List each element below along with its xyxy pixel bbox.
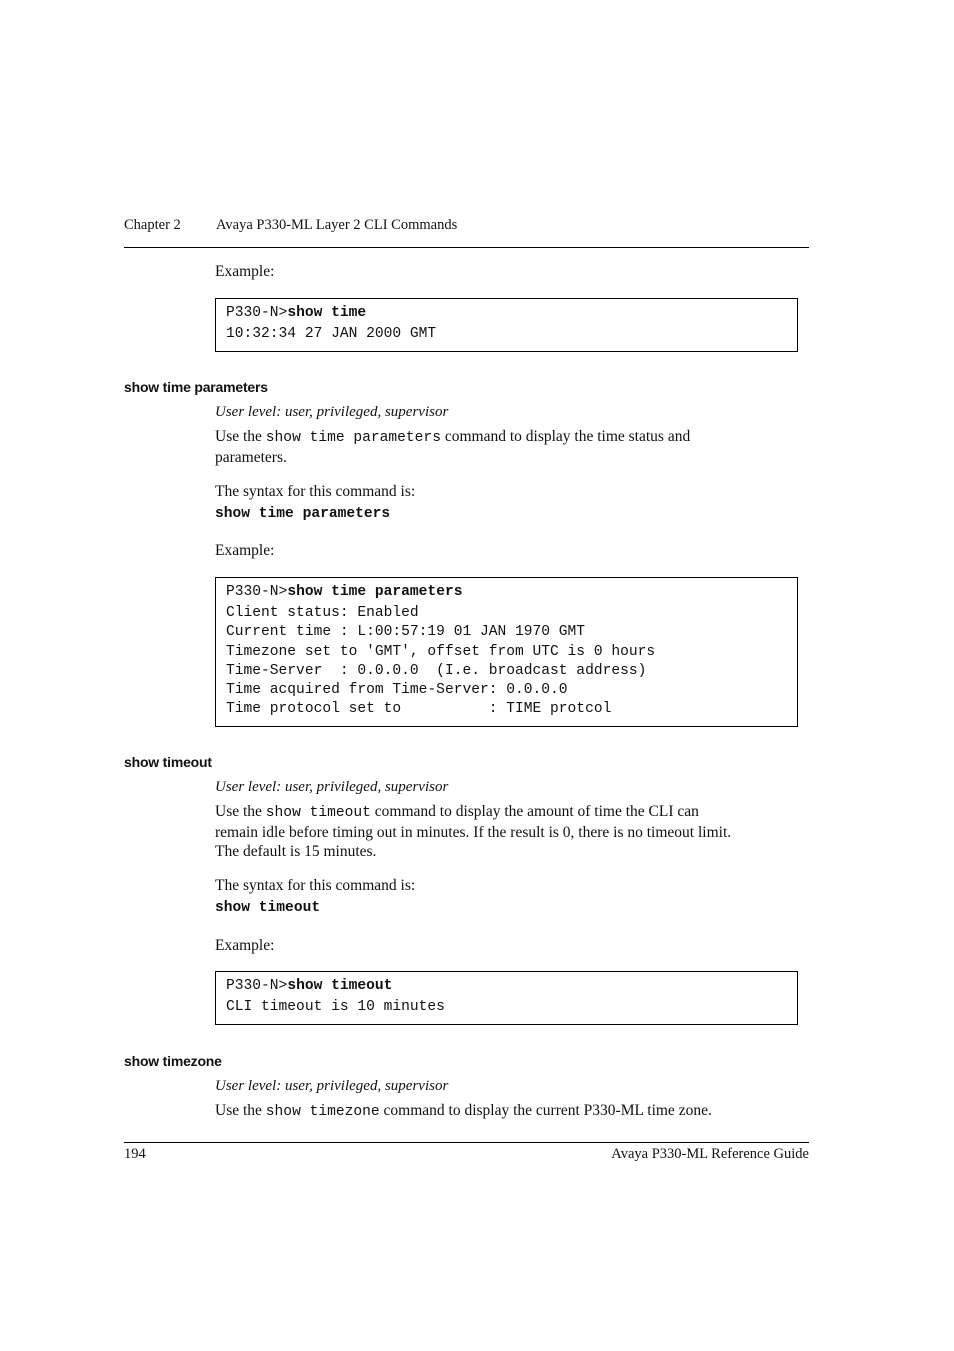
code-command-line bbox=[226, 977, 797, 998]
footer-rule bbox=[124, 1142, 809, 1143]
footer-guide-title: Avaya P330-ML Reference Guide bbox=[611, 1146, 809, 1162]
example-label: Example: bbox=[215, 542, 275, 559]
code-command-line bbox=[226, 304, 797, 325]
description bbox=[215, 1101, 810, 1122]
inline-code: show timezone bbox=[265, 1104, 380, 1120]
section-heading-show-time-parameters: show time parameters bbox=[124, 379, 268, 395]
code-box-show-time-parameters bbox=[215, 577, 798, 727]
code-prompt: P330-N> bbox=[226, 978, 288, 994]
user-level: User level: user, privileged, supervisor bbox=[215, 1078, 449, 1094]
code-output-line: Time acquired from Time-Server: 0.0.0.0 bbox=[226, 682, 568, 699]
desc-text: Use the bbox=[215, 1102, 266, 1119]
description bbox=[215, 427, 810, 467]
code-prompt: P330-N> bbox=[226, 584, 288, 600]
code-box-show-timeout bbox=[215, 971, 798, 1025]
code-output-line: 10:32:34 27 JAN 2000 GMT bbox=[226, 326, 437, 342]
user-level: User level: user, privileged, supervisor bbox=[215, 779, 449, 795]
example-label: Example: bbox=[215, 263, 275, 280]
desc-text: remain idle before timing out in minutes. If the result is 0, there is no timeout limit. bbox=[215, 824, 732, 841]
code-box-show-time bbox=[215, 298, 798, 352]
code-output-line: Time protocol set to : TIME protcol bbox=[226, 701, 612, 718]
header-rule bbox=[124, 247, 809, 248]
desc-text: Use the bbox=[215, 428, 266, 445]
section-heading-show-timezone: show timezone bbox=[124, 1053, 222, 1069]
code-output-line: Client status: Enabled bbox=[226, 605, 419, 621]
header-chapter: Chapter 2 bbox=[124, 217, 181, 233]
inline-code: show timeout bbox=[265, 805, 371, 821]
code-output-line: Time-Server : 0.0.0.0 (I.e. broadcast address) bbox=[226, 662, 647, 679]
code-command: show time bbox=[287, 305, 367, 321]
page-number: 194 bbox=[124, 1146, 146, 1162]
desc-text: parameters. bbox=[215, 449, 287, 466]
user-level: User level: user, privileged, supervisor bbox=[215, 404, 449, 420]
code-output-line: Current time : L:00:57:19 01 JAN 1970 GMT bbox=[226, 624, 586, 641]
section-heading-show-timeout: show timeout bbox=[124, 754, 212, 770]
code-command: show timeout bbox=[287, 978, 393, 994]
description bbox=[215, 802, 810, 861]
syntax-command: show time parameters bbox=[215, 506, 391, 522]
inline-code: show time parameters bbox=[265, 430, 441, 446]
syntax-command: show timeout bbox=[215, 900, 321, 916]
syntax-intro: The syntax for this command is: bbox=[215, 483, 416, 500]
code-command: show time parameters bbox=[287, 584, 463, 600]
desc-text: The default is 15 minutes. bbox=[215, 843, 377, 860]
syntax-intro: The syntax for this command is: bbox=[215, 877, 416, 894]
desc-text: Use the bbox=[215, 803, 266, 820]
header-title: Avaya P330-ML Layer 2 CLI Commands bbox=[216, 217, 458, 233]
example-label: Example: bbox=[215, 937, 275, 954]
code-command-line bbox=[226, 583, 797, 604]
desc-text: command to display the current P330-ML time zone. bbox=[379, 1102, 712, 1119]
code-output-line: Timezone set to 'GMT', offset from UTC is 0 hours bbox=[226, 643, 656, 660]
desc-text: command to display the amount of time the CLI can bbox=[370, 803, 699, 820]
code-prompt: P330-N> bbox=[226, 305, 288, 321]
desc-text: command to display the time status and bbox=[440, 428, 691, 445]
code-output-line: CLI timeout is 10 minutes bbox=[226, 999, 445, 1015]
